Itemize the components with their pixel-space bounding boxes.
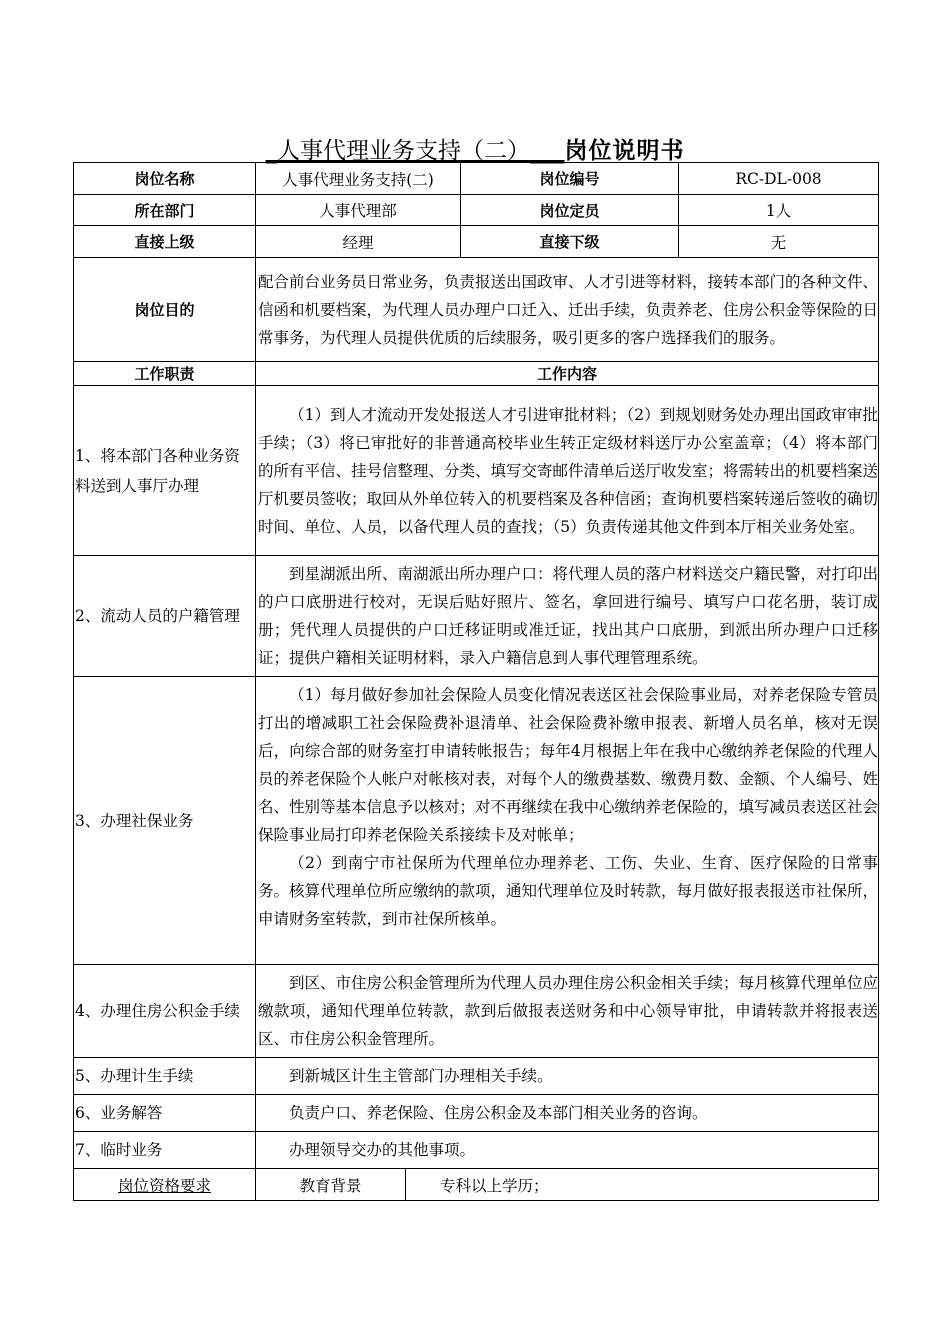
title-blank-left: _ xyxy=(265,138,277,164)
duty-content xyxy=(256,677,879,965)
info-row-3 xyxy=(74,226,879,258)
duty-paragraph: （2）到南宁市社保所为代理单位办理养老、工伤、失业、生育、医疗保险的日常事务。核算代理单位所应缴纳的款项，通知代理单位及时转款，每月做好报表报送市社保所，申请财务室转款，到市社保所核单。 xyxy=(258,854,879,928)
qualification-label-text: 岗位资格要求 xyxy=(117,1176,211,1195)
department-label: 所在部门 xyxy=(74,195,256,226)
position-code-value: RC-DL-008 xyxy=(679,163,879,195)
education-label: 教育背景 xyxy=(256,1169,406,1201)
duty-row xyxy=(74,386,879,556)
purpose-content: 配合前台业务员日常业务，负责报送出国政审、人才引进等材料，接转本部门的各种文件、信函和机要档案，为代理人员办理户口迁入、迁出手续，负责养老、住房公积金等保险的日常事务，为代理人员提供优质的后续服务，吸引更多的客户选择我们的服务。 xyxy=(258,272,879,347)
duty-title: 2、流动人员的户籍管理 xyxy=(74,556,256,677)
duty-row xyxy=(74,1095,879,1132)
duty-title: 6、业务解答 xyxy=(74,1095,256,1132)
qualification-label xyxy=(74,1169,256,1201)
duty-paragraph: 到新城区计生主管部门办理相关手续。 xyxy=(289,1067,553,1085)
purpose-row xyxy=(74,258,879,362)
title-doc-type: 岗位说明书 xyxy=(564,138,685,164)
purpose-label: 岗位目的 xyxy=(74,258,256,362)
duty-content xyxy=(256,1058,879,1095)
superior-label: 直接上级 xyxy=(74,226,256,258)
duty-paragraph: （1）每月做好参加社会保险人员变化情况表送区社会保险事业局，对养老保险专管员打出的增减职工社会保险费补退清单、社会保险费补缴申报表、新增人员名单，核对无误后，向综合部的财务室打申请转帐报告；每年4月根据上年在我中心缴纳养老保险的代理人员的养老保险个人帐户对帐核对表，对每个人的缴费基数、缴费月数、金额、个人编号、姓名、性别等基本信息予以核对；对不再继续在我中心缴纳养老保险的，填写减员表送区社会保险事业局打印养老保险关系接续卡及对帐单； xyxy=(258,686,879,844)
duty-content xyxy=(256,1132,879,1169)
duty-paragraph: （1）到人才流动开发处报送人才引进审批材料；（2）到规划财务处办理出国政审审批手续；（3）将已审批好的非普通高校毕业生转正定级材料送厅办公室盖章；（4）将本部门的所有平信、挂号信整理、分类、填写交寄邮件清单后送厅收发室；将需转出的机要档案送厅机要员签收；取回从外单位转入的机要档案及各种信函；查询机要档案转递后签收的确切时间、单位、人员，以备代理人员的查找；（5）负责传递其他文件到本厅相关业务处室。 xyxy=(258,405,879,536)
duty-content xyxy=(256,1095,879,1132)
content-column-header: 工作内容 xyxy=(256,362,879,386)
purpose-text xyxy=(256,258,879,362)
position-name-value: 人事代理业务支持(二) xyxy=(256,163,461,195)
duty-title: 3、办理社保业务 xyxy=(74,677,256,965)
duty-row xyxy=(74,1058,879,1095)
duty-row xyxy=(74,677,879,965)
department-value: 人事代理部 xyxy=(256,195,461,226)
duty-column-header: 工作职责 xyxy=(74,362,256,386)
duty-paragraph: 负责户口、养老保险、住房公积金及本部门相关业务的咨询。 xyxy=(289,1104,708,1122)
duty-row xyxy=(74,1132,879,1169)
duty-paragraph: 办理领导交办的其他事项。 xyxy=(289,1141,476,1159)
duty-content xyxy=(256,965,879,1058)
superior-value: 经理 xyxy=(256,226,461,258)
duty-title: 5、办理计生手续 xyxy=(74,1058,256,1095)
qualification-row xyxy=(74,1169,879,1201)
duty-title: 4、办理住房公积金手续 xyxy=(74,965,256,1058)
info-row-2 xyxy=(74,195,879,226)
duty-title: 7、临时业务 xyxy=(74,1132,256,1169)
subordinate-label: 直接下级 xyxy=(461,226,679,258)
headcount-label: 岗位定员 xyxy=(461,195,679,226)
duty-paragraph: 到星湖派出所、南湖派出所办理户口：将代理人员的落户材料送交户籍民警，对打印出的户口底册进行校对，无误后贴好照片、签名，拿回进行编号、填写户口花名册，装订成册；凭代理人员提供的户口迁移证明或准迁证，找出其户口底册，到派出所办理户口迁移证；提供户籍相关证明材料，录入户籍信息到人事代理管理系统。 xyxy=(258,565,879,667)
headcount-value: 1人 xyxy=(679,195,879,226)
job-description-table xyxy=(73,162,879,1201)
title-position-name: 人事代理业务支持（二） xyxy=(277,138,530,164)
duty-title: 1、将本部门各种业务资料送到人事厅办理 xyxy=(74,386,256,556)
duty-content xyxy=(256,386,879,556)
duties-header-row xyxy=(74,362,879,386)
subordinate-value: 无 xyxy=(679,226,879,258)
education-value: 专科以上学历； xyxy=(406,1169,879,1201)
duty-row xyxy=(74,965,879,1058)
duty-row xyxy=(74,556,879,677)
position-name-label: 岗位名称 xyxy=(74,163,256,195)
info-row-1 xyxy=(74,163,879,195)
duty-content xyxy=(256,556,879,677)
duty-paragraph: 到区、市住房公积金管理所为代理人员办理住房公积金相关手续；每月核算代理单位应缴款项，通知代理单位转款，款到后做报表送财务和中心领导审批，申请转款并将报表送区、市住房公积金管理所。 xyxy=(258,974,879,1048)
position-code-label: 岗位编号 xyxy=(461,163,679,195)
title-blank-right: ___ xyxy=(530,138,565,164)
